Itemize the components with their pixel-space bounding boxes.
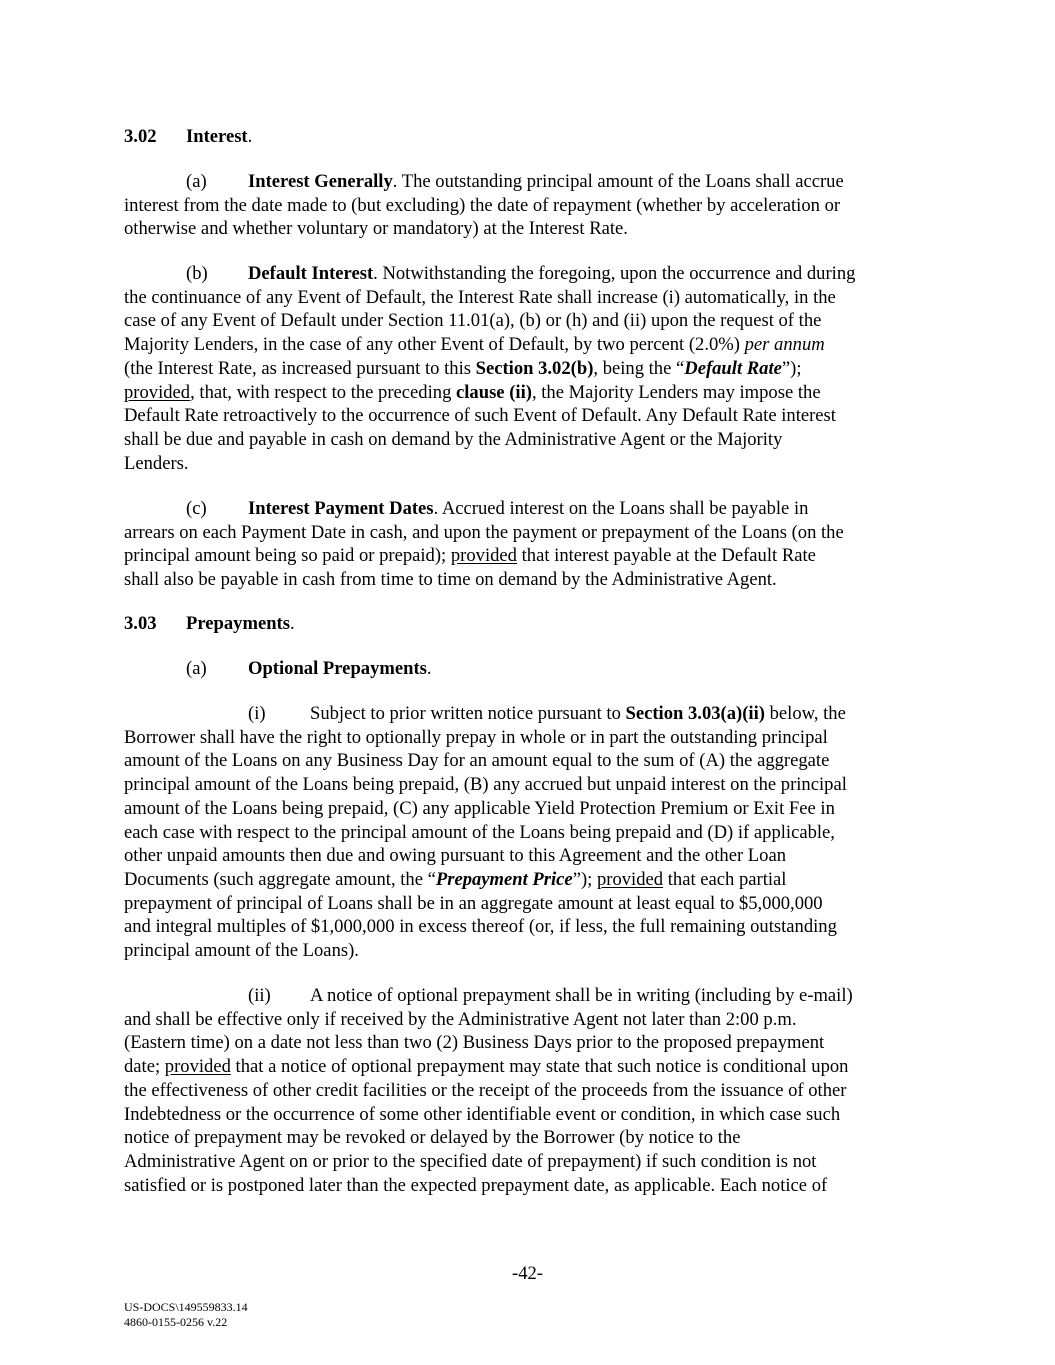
clause-label: (b) [186, 263, 208, 284]
doc-id-secondary: 4860-0155-0256 v.22 [124, 1315, 228, 1329]
section-title: Interest [186, 126, 248, 147]
clause-label: (i) [248, 703, 266, 724]
clause-heading: Interest Generally [248, 171, 393, 192]
section-number: 3.02 [124, 126, 157, 147]
paragraph-3-03-a: (a) Optional Prepayments. [186, 658, 432, 679]
section-3-03-heading: 3.03 Prepayments. [124, 613, 295, 634]
clause-label: (ii) [248, 985, 271, 1006]
clause-heading: Default Interest [248, 263, 374, 284]
section-title: Prepayments [186, 613, 290, 634]
defined-term: Default Rate [684, 357, 782, 379]
clause-label: (a) [186, 658, 207, 679]
paragraph-3-02-b: (b) Default Interest. Notwithstanding the foregoing, upon the occurrence and during the continuance of any Event of Default, the Interest Rate shall increase (i) automatically, in the case of any Event of Default under Section 11.01(a), (b) or (h) and (ii) upon the request of the Majority Lenders, in the case of any other Event of Default, by two percent (2.0%) per annum (the Interest Rate, as increased pursuant to this Section 3.02(b), being the “Default Rate”); provided, that, with respect to the preceding clause (ii), the Majority Lenders may impose the Default Rate retroactively to the occurrence of such Event of Default. Any Default Rate interest shall be due and payable in cash on demand by the Administrative Agent or the Majority Lenders. [124, 263, 856, 474]
clause-heading: Interest Payment Dates [248, 498, 434, 519]
section-number: 3.03 [124, 613, 157, 634]
clause-heading: Optional Prepayments [248, 658, 427, 679]
paragraph-3-02-a: (a) Interest Generally. The outstanding principal amount of the Loans shall accrue interest from the date made to (but excluding) the date of repayment (whether by acceleration or otherwise and whether voluntary or mandatory) at the Interest Rate. [124, 171, 844, 240]
paragraph-3-03-a-ii: (ii) A notice of optional prepayment shall be in writing (including by e-mail) and shall be effective only if received by the Administrative Agent not later than 2:00 p.m. (Eastern time) on a date not less than two (2) Business Days prior to the proposed prepayment date; provided that a notice of optional prepayment may state that such notice is conditional upon the effectiveness of other credit facilities or the receipt of the proceeds from the issuance of other Indebtedness or the occurrence of some other identifiable event or condition, in which case such notice of prepayment may be revoked or delayed by the Borrower (by notice to the Administrative Agent on or prior to the specified date of prepayment) if such condition is not satisfied or is postponed later than the expected prepayment date, as applicable. Each notice of [124, 985, 853, 1196]
page-number: -42- [512, 1263, 543, 1284]
paragraph-3-03-a-i: (i) Subject to prior written notice pursuant to Section 3.03(a)(ii) below, the Borrower shall have the right to optionally prepay in whole or in part the outstanding principal amount of the Loans on any Business Day for an amount equal to the sum of (A) the aggregate principal amount of the Loans being prepaid, (B) any accrued but unpaid interest on the principal amount of the Loans being prepaid, (C) any applicable Yield Protection Premium or Exit Fee in each case with respect to the principal amount of the Loans being prepaid and (D) if applicable, other unpaid amounts then due and owing pursuant to this Agreement and the other Loan Documents (such aggregate amount, the “Prepayment Price”); provided that each partial prepayment of principal of Loans shall be in an aggregate amount at least equal to $5,000,000 and integral multiples of $1,000,000 in excess thereof (or, if less, the full remaining outstanding principal amount of the Loans). [124, 703, 847, 962]
paragraph-3-02-c: (c) Interest Payment Dates. Accrued interest on the Loans shall be payable in arrears on each Payment Date in cash, and upon the payment or prepayment of the Loans (on the principal amount being so paid or prepaid); provided that interest payable at the Default Rate shall also be payable in cash from time to time on demand by the Administrative Agent. [124, 498, 844, 591]
defined-term: Prepayment Price [435, 868, 573, 890]
doc-id-primary: US-DOCS\149559833.14 [124, 1300, 248, 1314]
clause-label: (a) [186, 171, 207, 192]
section-3-02-heading: 3.02 Interest. [124, 126, 253, 147]
clause-label: (c) [186, 498, 207, 519]
